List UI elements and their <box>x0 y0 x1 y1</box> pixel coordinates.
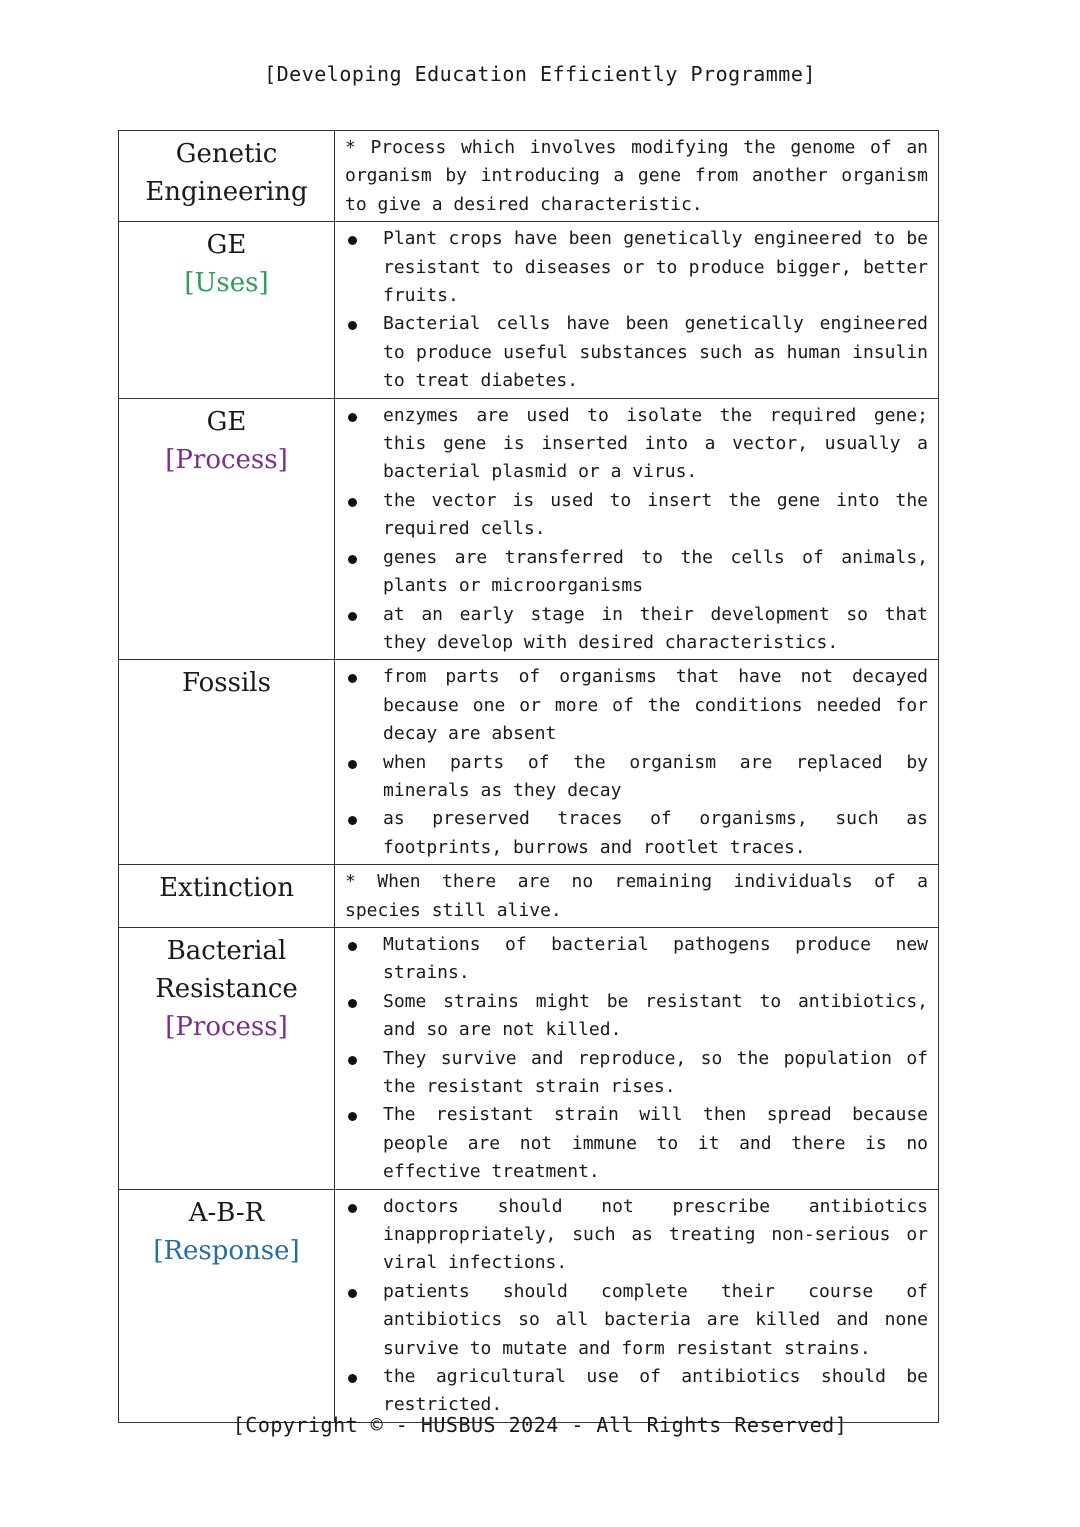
term-tag: [Response] <box>153 1235 300 1266</box>
definition-cell <box>335 131 939 222</box>
list-item: the agricultural use of antibiotics should be restricted. <box>345 1363 928 1420</box>
table-row <box>119 398 939 660</box>
bullet-list <box>345 1193 928 1420</box>
list-item: genes are transferred to the cells of animals, plants or microorganisms <box>345 544 928 601</box>
list-item: doctors should not prescribe antibiotics inappropriately, such as treating non-serious or viral infections. <box>345 1193 928 1278</box>
table-row <box>119 927 939 1189</box>
page-footer: [Copyright © - HUSBUS 2024 - All Rights Reserved] <box>232 1413 848 1437</box>
list-item: patients should complete their course of antibiotics so all bacteria are killed and none survive to mutate and form resistant strains. <box>345 1278 928 1363</box>
table-row <box>119 660 939 865</box>
table-row <box>119 865 939 928</box>
term-cell <box>119 865 335 928</box>
term-tag: [Uses] <box>184 268 269 299</box>
term-label: Bacterial Resistance <box>155 935 298 1004</box>
list-item: They survive and reproduce, so the population of the resistant strain rises. <box>345 1045 928 1102</box>
term-tag: [Process] <box>165 444 288 475</box>
term-cell <box>119 1189 335 1422</box>
term-cell <box>119 222 335 398</box>
page-header: [Developing Education Efficiently Programme] <box>264 62 816 86</box>
term-tag: [Process] <box>165 1011 288 1042</box>
definition-text: * When there are no remaining individuals of a species still alive. <box>345 871 928 921</box>
definition-cell <box>335 660 939 865</box>
definition-cell <box>335 927 939 1189</box>
term-cell <box>119 131 335 222</box>
definition-cell <box>335 1189 939 1422</box>
definition-cell <box>335 398 939 660</box>
list-item: The resistant strain will then spread because people are not immune to it and there is no effective treatment. <box>345 1101 928 1186</box>
list-item: as preserved traces of organisms, such as footprints, burrows and rootlet traces. <box>345 805 928 862</box>
term-cell <box>119 398 335 660</box>
term-label: Extinction <box>159 873 294 904</box>
term-label: GE <box>206 406 247 437</box>
term-label: Fossils <box>182 668 271 699</box>
term-label: GE <box>206 230 247 261</box>
term-cell <box>119 660 335 865</box>
bullet-list <box>345 663 928 862</box>
notes-table <box>118 130 939 1423</box>
list-item: at an early stage in their development so that they develop with desired characteristics. <box>345 601 928 658</box>
bullet-list <box>345 931 928 1187</box>
list-item: the vector is used to insert the gene into the required cells. <box>345 487 928 544</box>
term-label: Genetic Engineering <box>145 139 308 207</box>
list-item: when parts of the organism are replaced by minerals as they decay <box>345 749 928 806</box>
bullet-list <box>345 402 928 658</box>
list-item: Bacterial cells have been genetically engineered to produce useful substances such as human insulin to treat diabetes. <box>345 310 928 395</box>
definition-text: * Process which involves modifying the genome of an organism by introducing a gene from another organism to give a desired characteristic. <box>345 137 928 215</box>
list-item: Some strains might be resistant to antibiotics, and so are not killed. <box>345 988 928 1045</box>
list-item: enzymes are used to isolate the required gene; this gene is inserted into a vector, usually a bacterial plasmid or a virus. <box>345 402 928 487</box>
bullet-list <box>345 225 928 395</box>
term-label: A-B-R <box>188 1197 265 1228</box>
definition-cell <box>335 222 939 398</box>
list-item: Plant crops have been genetically engineered to be resistant to diseases or to produce bigger, better fruits. <box>345 225 928 310</box>
list-item: Mutations of bacterial pathogens produce new strains. <box>345 931 928 988</box>
definition-cell <box>335 865 939 928</box>
list-item: from parts of organisms that have not decayed because one or more of the conditions needed for decay are absent <box>345 663 928 748</box>
table-row <box>119 131 939 222</box>
term-cell <box>119 927 335 1189</box>
table-row <box>119 222 939 398</box>
table-row <box>119 1189 939 1422</box>
